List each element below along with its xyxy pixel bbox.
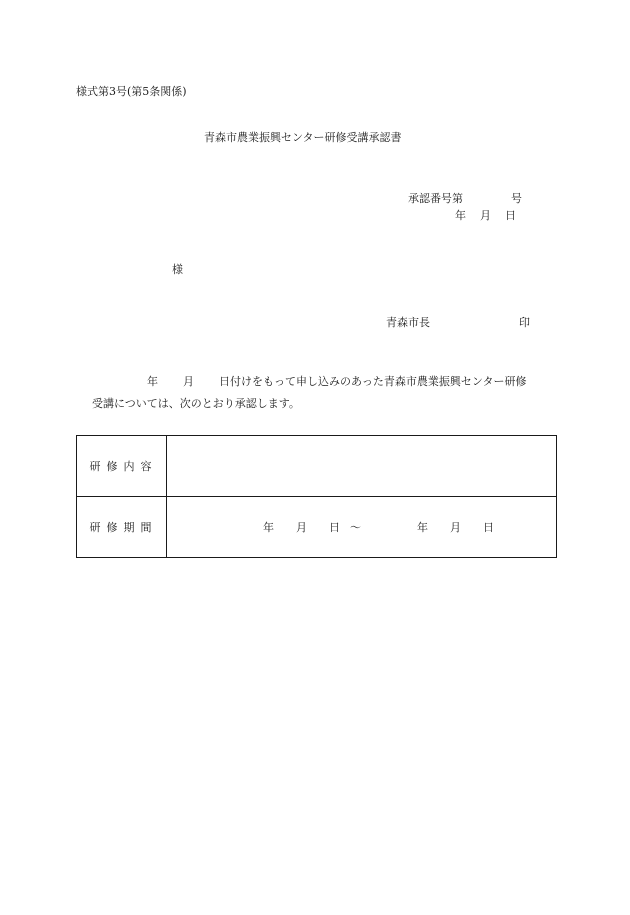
form-number-label: 様式第3号(第5条関係) <box>76 85 187 98</box>
approval-number-label: 承認番号第 <box>408 192 463 205</box>
approval-date <box>455 209 516 223</box>
period-start-day: 日 <box>329 521 340 534</box>
issuer-seal-mark: 印 <box>519 316 530 329</box>
body-text-line-2: 受講については、次のとおり承認します。 <box>92 397 300 410</box>
period-end-day: 日 <box>483 521 494 534</box>
approval-number-line <box>408 192 522 206</box>
approval-number-suffix: 号 <box>511 192 522 205</box>
date-day: 日 <box>505 209 516 222</box>
issuer-line <box>386 316 530 330</box>
training-content-label: 研修内容 <box>77 436 167 497</box>
approval-detail-table <box>76 435 557 558</box>
training-period-label: 研修期間 <box>77 497 167 558</box>
body-month: 月 <box>183 375 194 388</box>
training-content-value <box>167 436 557 497</box>
document-title: 青森市農業振興センター研修受講承認書 <box>204 131 402 144</box>
period-start-month: 月 <box>296 521 307 534</box>
table-row <box>77 497 557 558</box>
table-row <box>77 436 557 497</box>
period-separator: ～ <box>350 521 361 534</box>
training-period-value <box>167 497 557 558</box>
period-start-year: 年 <box>263 521 274 534</box>
period-end-month: 月 <box>450 521 461 534</box>
period-end-year: 年 <box>417 521 428 534</box>
body-text-line-1 <box>147 375 526 389</box>
date-year: 年 <box>455 209 466 222</box>
date-month: 月 <box>480 209 491 222</box>
body-line1-text: 日付けをもって申し込みのあった青森市農業振興センター研修 <box>219 375 527 388</box>
body-year: 年 <box>147 375 158 388</box>
addressee-honorific: 様 <box>172 263 183 276</box>
issuer-name: 青森市長 <box>386 316 430 329</box>
